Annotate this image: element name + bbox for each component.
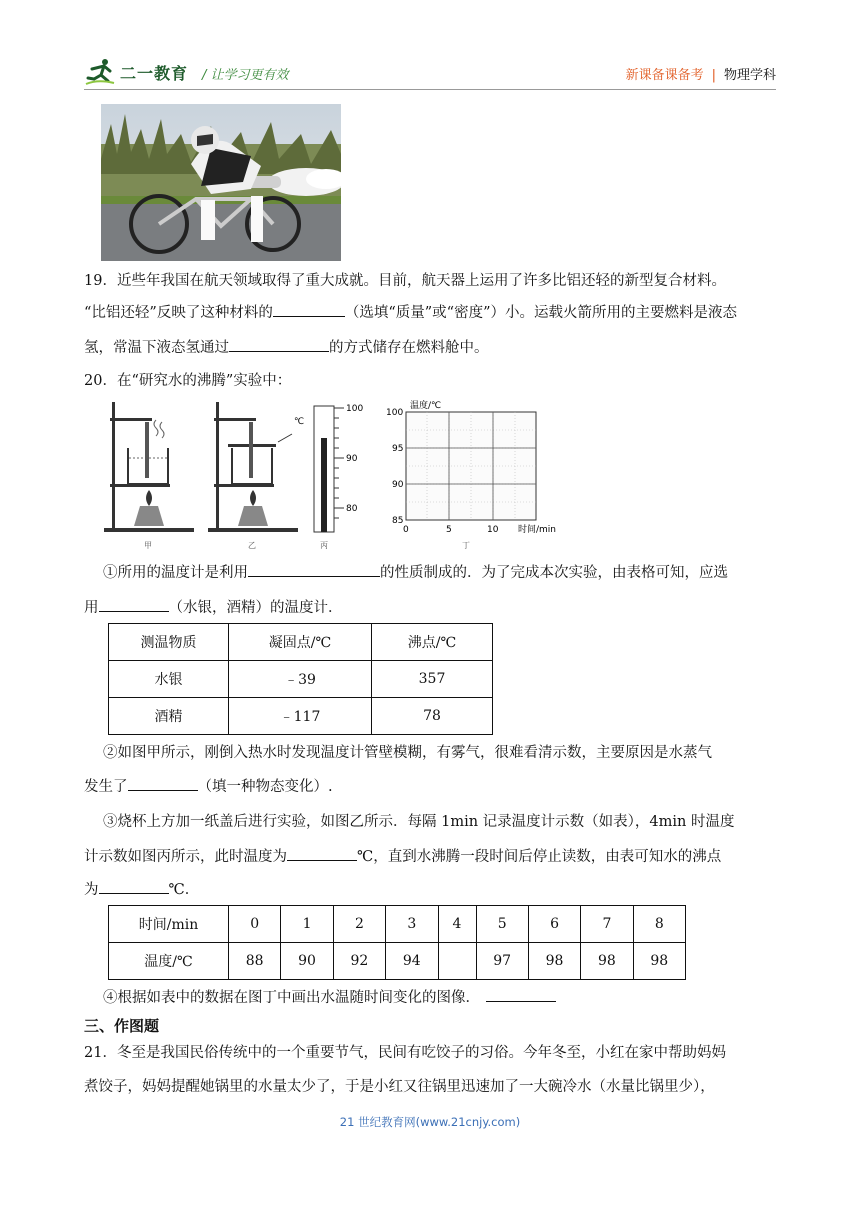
q20-s4: ④根据如表中的数据在图丁中画出水温随时间变化的图像． (103, 990, 480, 1006)
rocket-bike-photo (101, 104, 341, 261)
graph-ytick-90: 90 (392, 480, 404, 490)
q20-s3-b: 计示数如图丙所示，此时温度为 (84, 849, 287, 865)
q20-blank-1[interactable] (248, 562, 380, 577)
header-separator: | (711, 68, 716, 83)
q19-line2 (84, 302, 737, 323)
table-cell: 94 (386, 943, 438, 980)
table-cell: ﹣117 (229, 698, 372, 735)
substance-table (108, 623, 493, 735)
table-row (109, 661, 493, 698)
q19-line1: 19．近些年我国在航天领域取得了重大成就。目前，航天器上运用了许多比铝还轻的新型复合材料。 (84, 273, 726, 289)
label-yi: 乙 (248, 541, 256, 550)
q20-intro: 20．在“研究水的沸腾”实验中： (84, 373, 292, 389)
q19-line2-b: （选填“质量”或“密度”）小。运载火箭所用的主要燃料是液态 (344, 305, 737, 321)
page-header (84, 56, 776, 90)
temperature-table (108, 905, 686, 980)
table-cell: 98 (633, 943, 685, 980)
table-cell: 0 (229, 906, 281, 943)
table-cell: 3 (386, 906, 438, 943)
table-cell: 88 (229, 943, 281, 980)
q20-s3-c: ℃，直到水沸腾一段时间后停止读数，由表可知水的沸点 (357, 849, 722, 865)
thermo-tick-90: 90 (346, 454, 358, 464)
table-cell: 78 (372, 698, 493, 735)
thermo-tick-100: 100 (346, 404, 364, 414)
q19-blank-2[interactable] (229, 337, 329, 352)
table-cell: 1 (281, 906, 333, 943)
table-cell: 98 (581, 943, 633, 980)
q21-line2: 煮饺子，妈妈提醒她锅里的水量太少了，于是小红又往锅里迅速加了一大碗冷水（水量比锅里少）， (84, 1079, 715, 1095)
table-cell: 7 (581, 906, 633, 943)
label-ding: 丁 (462, 541, 470, 550)
q19-line3-b: 的方式储存在燃料舱中。 (329, 340, 489, 356)
q20-blank-5[interactable] (99, 879, 169, 894)
q21-line1: 21．冬至是我国民俗传统中的一个重要节气，民间有吃饺子的习俗。今年冬至，小红在家中帮助妈妈 (84, 1045, 726, 1061)
q20-s4-line (103, 987, 556, 1008)
graph-xtick-0: 0 (403, 525, 409, 535)
graph-ding (386, 399, 556, 550)
table-header: 温度/℃ (109, 943, 229, 980)
table-header: 凝固点/℃ (229, 624, 372, 661)
q20-s1-line1 (103, 562, 728, 583)
apparatus-jia (104, 402, 194, 550)
table-cell: 90 (281, 943, 333, 980)
header-divider (84, 89, 776, 90)
q20-s3-line3 (84, 879, 199, 900)
table-cell: 8 (633, 906, 685, 943)
table-row (109, 624, 493, 661)
table-cell: 5 (476, 906, 528, 943)
table-header: 测温物质 (109, 624, 229, 661)
label-bing: 丙 (320, 541, 328, 550)
table-row (109, 698, 493, 735)
q19-line2-a: “比铝还轻”反映了这种材料的 (84, 305, 273, 321)
table-cell: 97 (476, 943, 528, 980)
q20-s1-a: ①所用的温度计是利用 (103, 565, 248, 581)
logo-text: 二一教育 (120, 63, 189, 83)
table-cell: 98 (528, 943, 580, 980)
table-cell: 水银 (109, 661, 229, 698)
thermometer-bing (294, 404, 363, 550)
apparatus-yi (208, 402, 298, 550)
table-cell: 357 (372, 661, 493, 698)
section-heading: 三、作图题 (84, 1017, 160, 1035)
table-row (109, 906, 686, 943)
graph-xtick-10: 10 (487, 525, 499, 535)
graph-ytick-85: 85 (392, 516, 404, 526)
graph-ylabel: 温度/℃ (410, 401, 442, 411)
graph-ytick-95: 95 (392, 444, 404, 454)
header-right (626, 64, 776, 83)
q20-s3-e: ℃． (168, 882, 200, 898)
table-cell: 酒精 (109, 698, 229, 735)
q20-s3-line2 (84, 846, 721, 867)
q20-s2-line1: ②如图甲所示，刚倒入热水时发现温度计管壁模糊，有雾气，很难看清示数，主要原因是水蒸气 (103, 745, 712, 761)
q20-s2-c: （填一种物态变化）. (197, 779, 333, 795)
q20-s2-line2 (84, 776, 333, 797)
thermo-tick-80: 80 (346, 504, 358, 514)
page-footer: 21 世纪教育网(www.21cnjy.com) (339, 1115, 521, 1129)
q20-s3-line1: ③烧杯上方加一纸盖后进行实验，如图乙所示．每隔 1min 记录温度计示数（如表），4min 时温度 (103, 814, 735, 830)
table-header: 沸点/℃ (372, 624, 493, 661)
q20-blank-4[interactable] (287, 846, 357, 861)
graph-xtick-5: 5 (446, 525, 452, 535)
q20-blank-2[interactable] (99, 597, 169, 612)
runner-logo-icon (84, 57, 118, 87)
q19-line3 (84, 337, 489, 358)
table-cell (438, 943, 476, 980)
q20-s2-b: 发生了 (84, 779, 128, 795)
q20-s1-d: （水银，酒精）的温度计． (168, 600, 343, 616)
q20-blank-3[interactable] (128, 776, 198, 791)
q20-s1-b: 的性质制成的．为了完成本次实验，由表格可知，应选 (380, 565, 728, 581)
table-cell: 2 (333, 906, 385, 943)
q20-s3-d: 为 (84, 882, 99, 898)
header-highlight: 新课备课备考 (625, 68, 704, 83)
table-cell: ﹣39 (229, 661, 372, 698)
q19-blank-1[interactable] (273, 302, 345, 317)
header-subject: 物理学科 (723, 68, 776, 83)
table-cell: 4 (438, 906, 476, 943)
graph-ytick-100: 100 (386, 408, 404, 418)
graph-xlabel: 时间/min (518, 525, 557, 535)
q20-s1-c: 用 (84, 600, 99, 616)
table-row (109, 943, 686, 980)
q19-line3-a: 氢，常温下液态氢通过 (84, 340, 229, 356)
table-cell: 6 (528, 906, 580, 943)
label-jia: 甲 (144, 541, 152, 550)
table-header: 时间/min (109, 906, 229, 943)
brand-logo (84, 56, 188, 88)
experiment-figures (100, 398, 600, 550)
header-slogan: / 让学习更有效 (202, 68, 289, 83)
table-cell: 92 (333, 943, 385, 980)
q20-s1-line2 (84, 597, 343, 618)
q20-blank-6[interactable] (486, 987, 556, 1002)
thermo-unit: ℃ (294, 417, 305, 427)
